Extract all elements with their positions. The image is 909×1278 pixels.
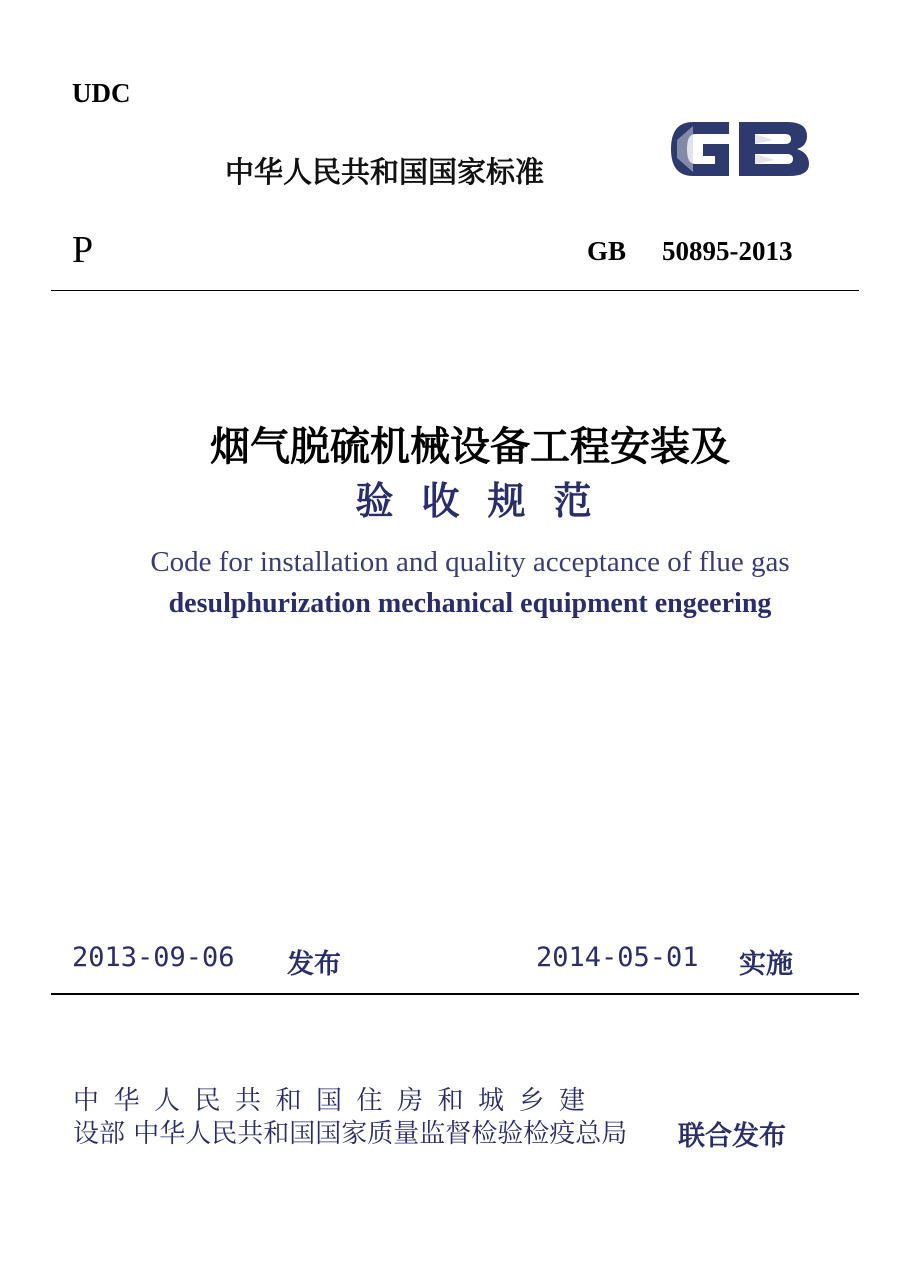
gb-logo-icon xyxy=(663,110,815,188)
standard-prefix: GB xyxy=(587,236,627,266)
implement-date: 2014-05-01 xyxy=(536,942,699,973)
standard-type-title: 中华人民共和国国家标准 xyxy=(225,155,545,189)
bottom-divider xyxy=(51,993,859,995)
classification-code: P xyxy=(72,229,94,271)
udc-label: UDC xyxy=(72,78,131,108)
title-chinese-line2: 验收规范 xyxy=(355,479,620,523)
issuer-line2: 设部 中华人民共和国国家质量监督检验检疫总局 xyxy=(73,1119,628,1149)
title-chinese-line1: 烟气脱硫机械设备工程安装及 xyxy=(210,424,730,470)
standard-code: 50895-2013 xyxy=(662,236,793,266)
issue-date: 2013-09-06 xyxy=(72,942,235,973)
issuer-line1: 中华人民共和国住房和城乡建 xyxy=(73,1086,600,1116)
issuer-block xyxy=(73,1085,648,1151)
issue-label: 发布 xyxy=(287,949,341,980)
title-english-line2: desulphurization mechanical equipment engeering xyxy=(168,588,772,619)
top-divider xyxy=(51,290,859,291)
implement-label: 实施 xyxy=(739,949,793,980)
joint-issue-label: 联合发布 xyxy=(678,1121,786,1152)
title-english-line1: Code for installation and quality acceptance of flue gas xyxy=(150,546,790,578)
standard-number xyxy=(587,236,793,267)
